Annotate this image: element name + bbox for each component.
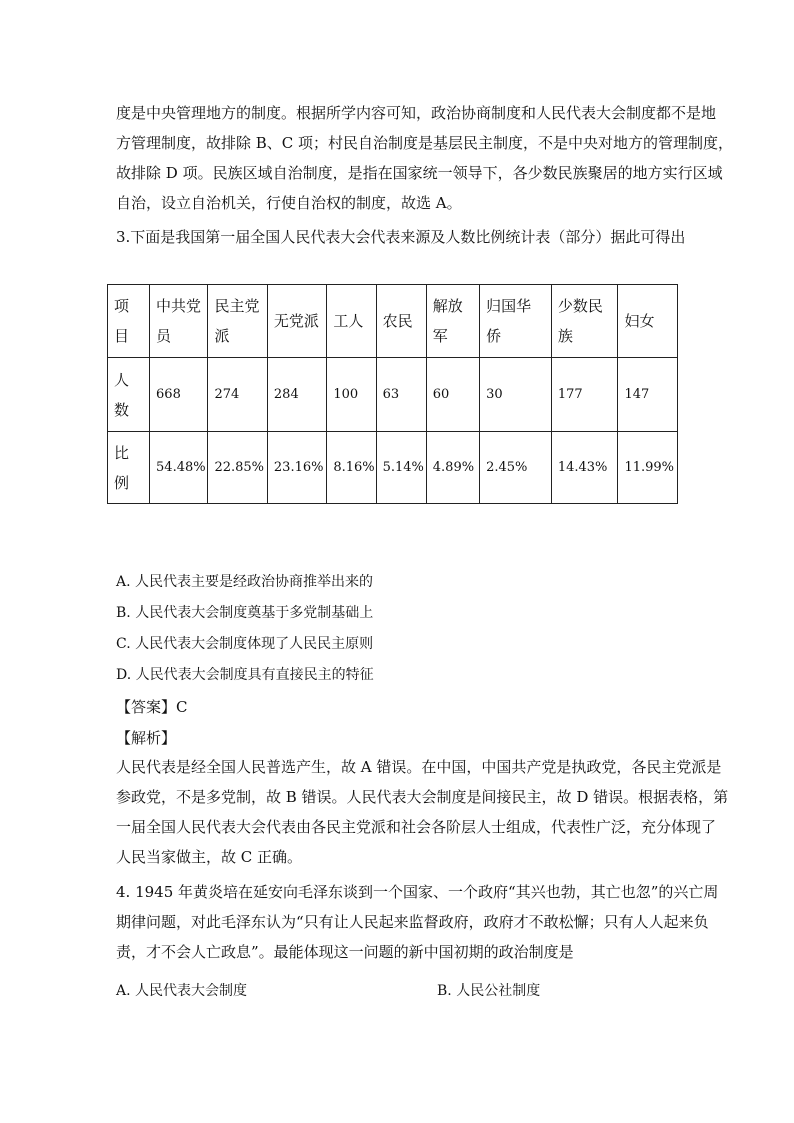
table-cell: 147 [618, 358, 678, 432]
row-label-line: 人 [114, 370, 130, 389]
table-cell: 177 [551, 358, 618, 432]
table-cell: 100 [327, 358, 376, 432]
column-header-line: 员 [156, 327, 172, 345]
text-line: 人民当家做主，故 C 正确。 [116, 848, 303, 866]
row-label-line: 比 [114, 443, 130, 462]
q4-option-b: B. 人民公社制度 [437, 983, 541, 999]
option-c: C. 人民代表大会制度体现了人民民主原则 [116, 636, 374, 652]
column-header-line: 族 [557, 327, 573, 345]
option-b: B. 人民代表大会制度奠基于多党制基础上 [116, 605, 374, 621]
column-header-line: 民主党 [214, 297, 260, 315]
text-line: 人民代表是经全国人民普选产生，故 A 错误。在中国，中国共产党是执政党，各民主党派是 [116, 758, 722, 776]
table-column-header [426, 285, 479, 358]
table-cell: 11.99% [618, 432, 678, 504]
table-column-header [618, 285, 678, 358]
table-column-header [551, 285, 618, 358]
text-line: 一届全国人民代表大会代表由各民主党派和社会各阶层人士组成，代表性广泛，充分体现了 [116, 818, 717, 836]
option-d: D. 人民代表大会制度具有直接民主的特征 [116, 667, 374, 683]
text-line: 度是中央管理地方的制度。根据所学内容可知，政治协商制度和人民代表大会制度都不是地 [116, 104, 717, 122]
table-column-header [208, 285, 267, 358]
column-header-line: 农民 [382, 312, 413, 330]
column-header-line: 中共党 [156, 297, 202, 315]
analysis-heading: 【解析】 [116, 729, 177, 747]
answer-label: 【答案】C [116, 698, 188, 716]
table-cell: 22.85% [208, 432, 267, 504]
text-line: 参政党，不是多党制，故 B 错误。人民代表大会制度是间接民主，故 D 错误。根据表格，第 [116, 788, 729, 806]
text-line: 自治，设立自治机关，行使自治权的制度，故选 A。 [116, 194, 462, 212]
analysis-paragraph [116, 752, 729, 872]
representatives-table [107, 284, 678, 504]
table-cell: 274 [208, 358, 267, 432]
table-column-header [480, 285, 552, 358]
option-a: A. 人民代表主要是经政治协商推举出来的 [116, 574, 374, 590]
table-header-row [108, 285, 678, 358]
table-cell: 8.16% [327, 432, 376, 504]
table-cell: 2.45% [480, 432, 552, 504]
table-row-count [108, 358, 678, 432]
row-label-line: 例 [114, 473, 130, 492]
column-header-line: 派 [214, 327, 230, 345]
table-column-header [267, 285, 326, 358]
question-3-stem-text: 3.下面是我国第一届全国人民代表大会代表来源及人数比例统计表（部分）据此可得出 [116, 228, 686, 246]
table-cell: 14.43% [551, 432, 618, 504]
column-header-line: 归国华 [486, 297, 532, 315]
table-header-label-line: 项 [114, 297, 130, 315]
q4-option-a: A. 人民代表大会制度 [116, 983, 248, 999]
text-line: 方管理制度，故排除 B、C 项；村民自治制度是基层民主制度，不是中央对地方的管理制度， [116, 134, 734, 152]
table-cell: 30 [480, 358, 552, 432]
column-header-line: 工人 [333, 312, 364, 330]
table-cell: 60 [426, 358, 479, 432]
column-header-line: 少数民 [557, 297, 603, 315]
intro-paragraph [116, 98, 734, 218]
table-column-header [150, 285, 208, 358]
table-cell: 668 [150, 358, 208, 432]
table-row-ratio [108, 432, 678, 504]
table-column-header [376, 285, 426, 358]
row-label [108, 432, 150, 504]
column-header-line: 无党派 [273, 312, 319, 330]
text-line: 期律问题，对此毛泽东认为“只有让人民起来监督政府，政府才不敢松懈；只有人人起来负 [116, 913, 709, 931]
column-header-line: 解放 [432, 297, 463, 315]
table-cell: 54.48% [150, 432, 208, 504]
table-column-header [327, 285, 376, 358]
column-header-line: 侨 [486, 327, 502, 345]
question-4-stem [116, 877, 719, 967]
table-header-label [108, 285, 150, 358]
text-line: 责，才不会人亡政息”。最能体现这一问题的新中国初期的政治制度是 [116, 943, 574, 961]
table-cell: 4.89% [426, 432, 479, 504]
table-cell: 5.14% [376, 432, 426, 504]
question-3-stem [116, 222, 686, 252]
text-line: 故排除 D 项。民族区域自治制度，是指在国家统一领导下，各少数民族聚居的地方实行区域 [116, 164, 723, 182]
row-label-line: 数 [114, 400, 130, 419]
table-cell: 284 [267, 358, 326, 432]
table-header-label-line: 目 [114, 327, 130, 345]
text-line: 4. 1945 年黄炎培在延安向毛泽东谈到一个国家、一个政府“其兴也勃，其亡也忽”的兴亡周 [116, 883, 719, 901]
column-header-line: 军 [432, 327, 448, 345]
row-label [108, 358, 150, 432]
column-header-line: 妇女 [624, 312, 655, 330]
table-cell: 63 [376, 358, 426, 432]
table-cell: 23.16% [267, 432, 326, 504]
